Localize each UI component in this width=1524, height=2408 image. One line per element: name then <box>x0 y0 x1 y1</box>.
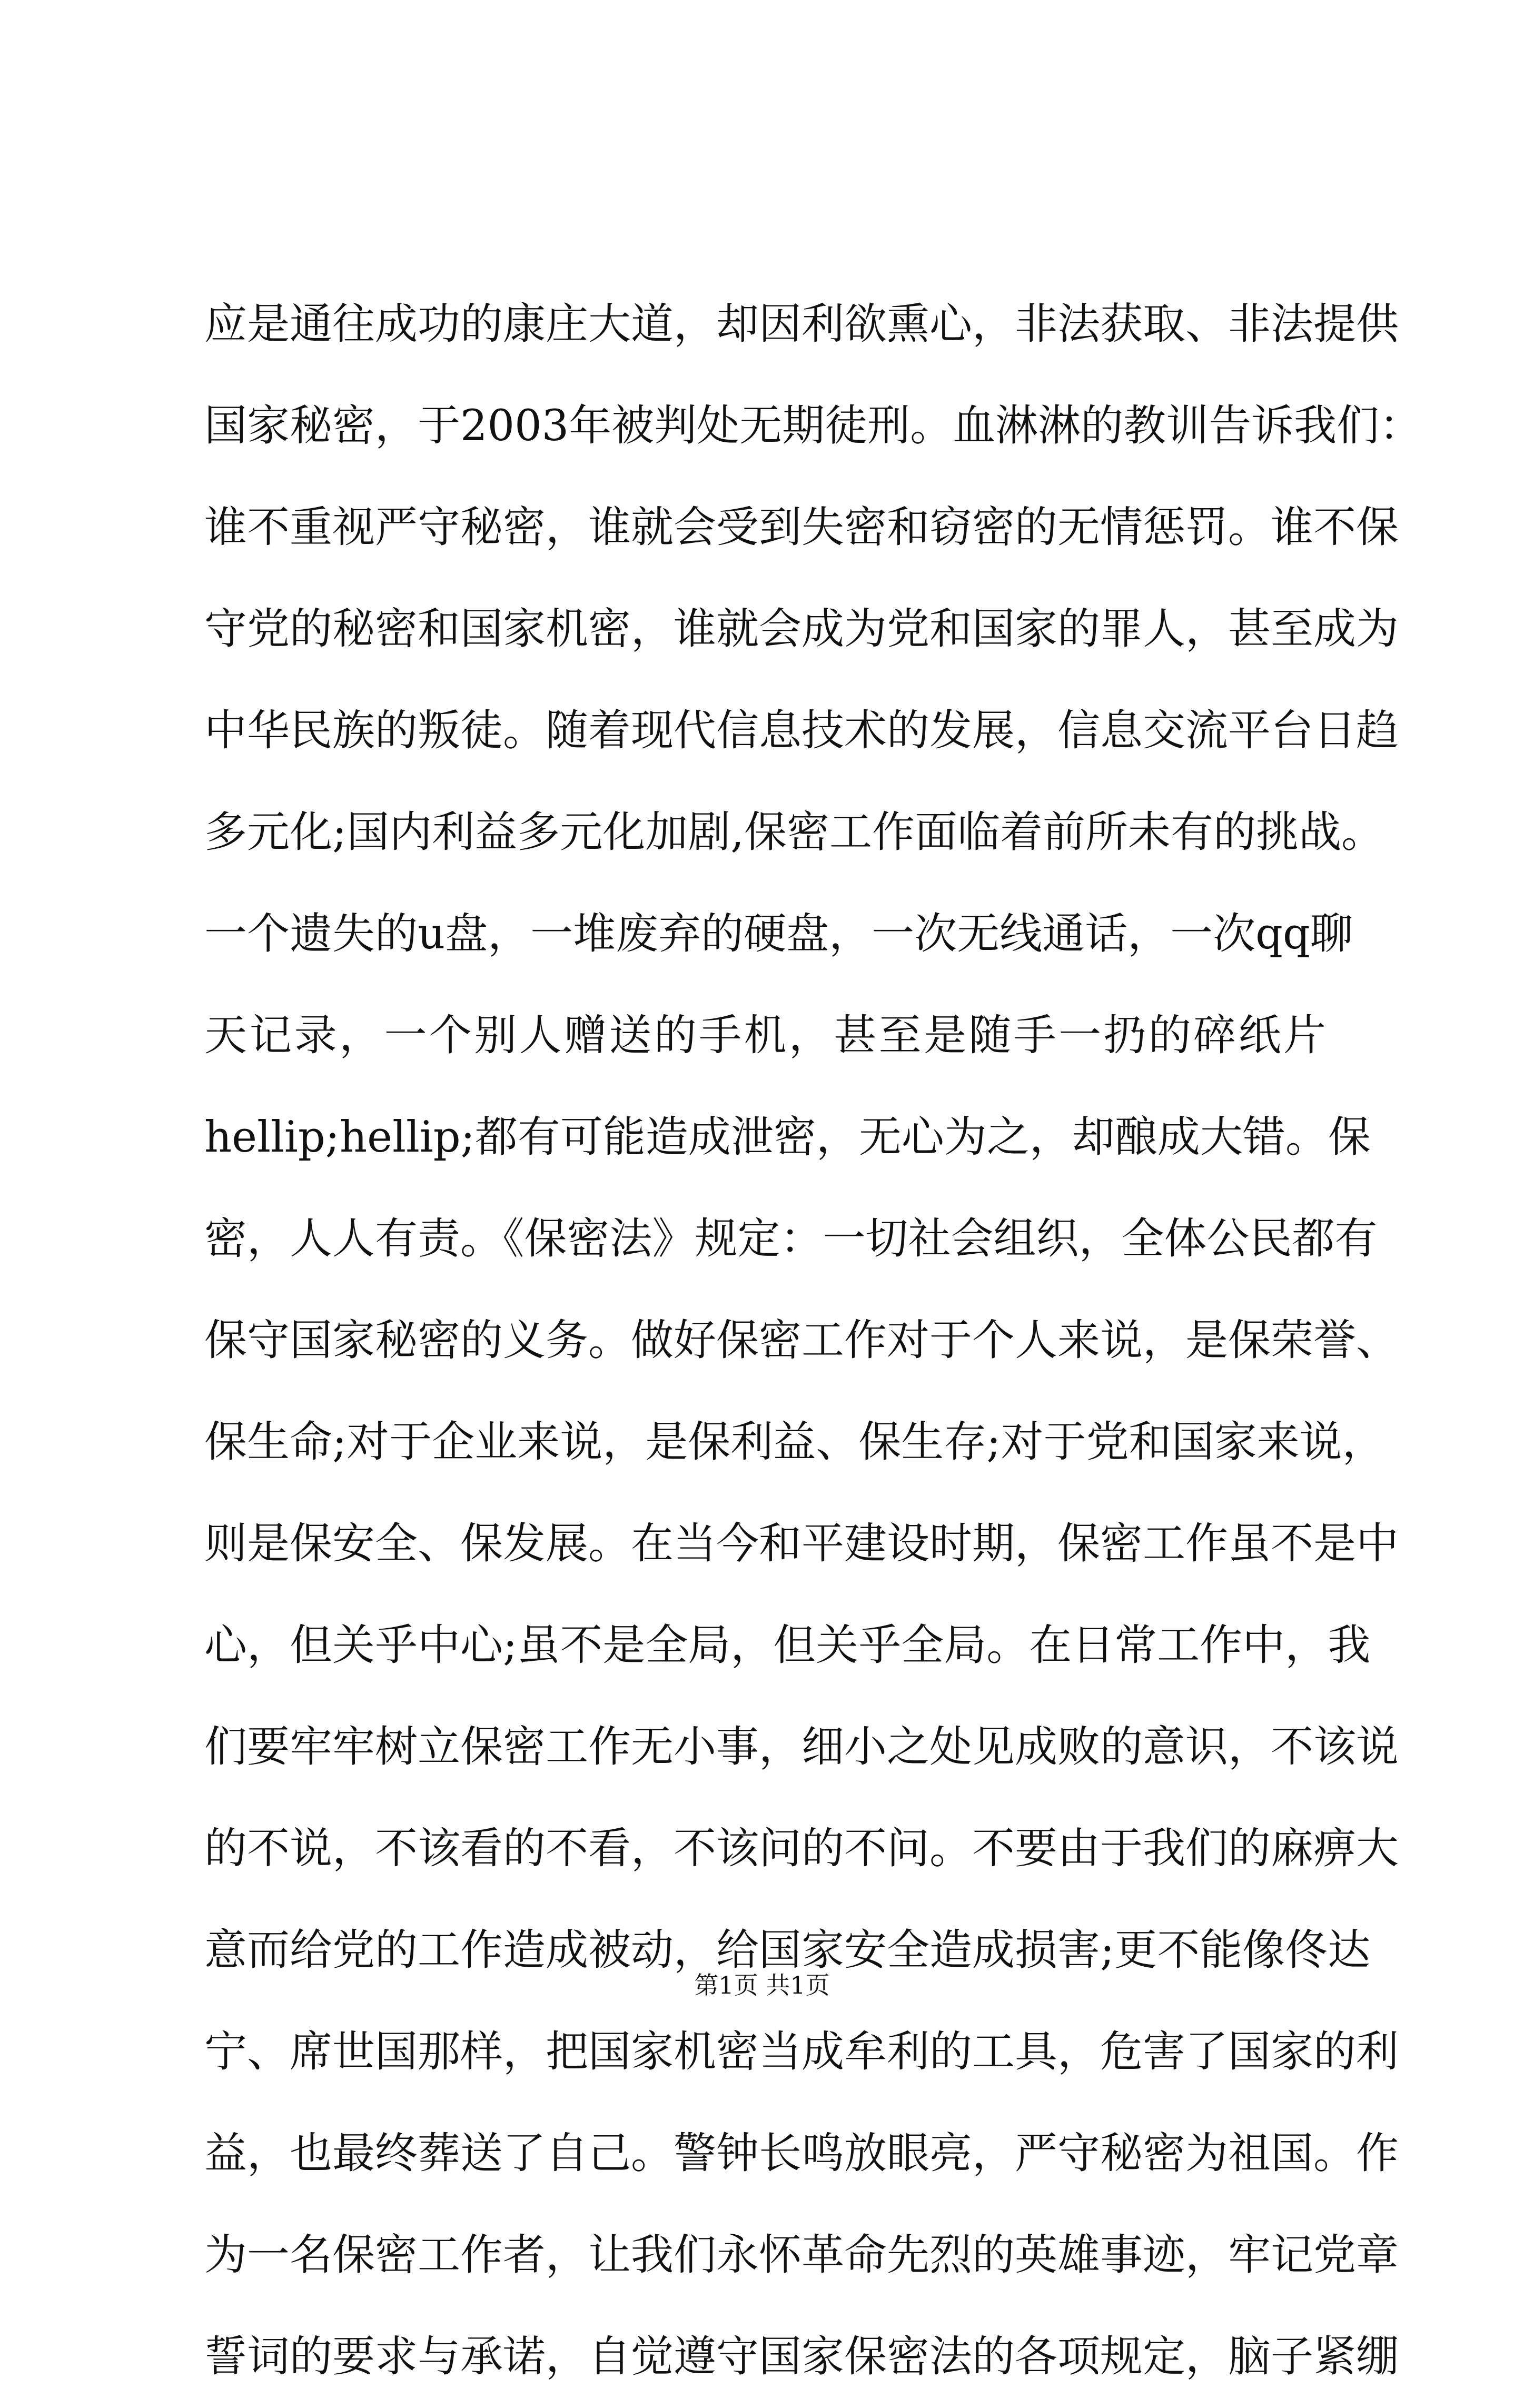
text-line: 则是保安全、保发展。在当今和平建设时期，保密工作虽不是中 <box>204 1519 1399 1569</box>
text-line: 密，人人有责。《保密法》规定：一切社会组织，全体公民都有 <box>204 1214 1378 1264</box>
text-line: hellip;hellip;都有可能造成泄密，无心为之，却酿成大错。保 <box>204 1113 1371 1162</box>
text-line: 宁、席世国那样，把国家机密当成牟利的工具，危害了国家的利 <box>204 2027 1399 2077</box>
body-text <box>204 274 1422 2408</box>
text-line: 一个遗失的u盘，一堆废弃的硬盘，一次无线通话，一次qq聊 <box>204 909 1353 959</box>
page-footer <box>0 1969 1524 2001</box>
text-line: 誓词的要求与承诺，自觉遵守国家保密法的各项规定，脑子紧绷 <box>204 2332 1399 2382</box>
text-line: 心，但关乎中心;虽不是全局，但关乎全局。在日常工作中，我 <box>204 1621 1371 1670</box>
page-number: 第1页 共1页 <box>694 1971 830 1999</box>
text-line: 谁不重视严守秘密，谁就会受到失密和窃密的无情惩罚。谁不保 <box>204 503 1399 552</box>
text-line: 保生命;对于企业来说，是保利益、保生存;对于党和国家来说， <box>204 1418 1385 1467</box>
text-line: 的不说，不该看的不看，不该问的不问。不要由于我们的麻痹大 <box>204 1824 1399 1874</box>
text-line: 益，也最终葬送了自己。警钟长鸣放眼亮，严守秘密为祖国。作 <box>204 2129 1399 2178</box>
text-line: 国家秘密，于2003年被判处无期徒刑。血淋淋的教训告诉我们： <box>204 401 1422 451</box>
text-line: 意而给党的工作造成被动，给国家安全造成损害;更不能像佟达 <box>204 1926 1371 1975</box>
text-line: 们要牢牢树立保密工作无小事，细小之处见成败的意识，不该说 <box>204 1722 1399 1772</box>
text-line: 守党的秘密和国家机密，谁就会成为党和国家的罪人，甚至成为 <box>204 605 1399 654</box>
text-line: 天记录，一个别人赠送的手机，甚至是随手一扔的碎纸片 <box>204 1011 1326 1061</box>
text-line: 保守国家秘密的义务。做好保密工作对于个人来说，是保荣誉、 <box>204 1316 1399 1365</box>
text-line: 应是通往成功的康庄大道，却因利欲熏心，非法获取、非法提供 <box>204 300 1399 349</box>
text-line: 多元化;国内利益多元化加剧,保密工作面临着前所未有的挑战。 <box>204 808 1384 857</box>
text-line: 为一名保密工作者，让我们永怀革命先烈的英雄事迹，牢记党章 <box>204 2231 1399 2280</box>
text-line: 中华民族的叛徒。随着现代信息技术的发展，信息交流平台日趋 <box>204 706 1399 756</box>
